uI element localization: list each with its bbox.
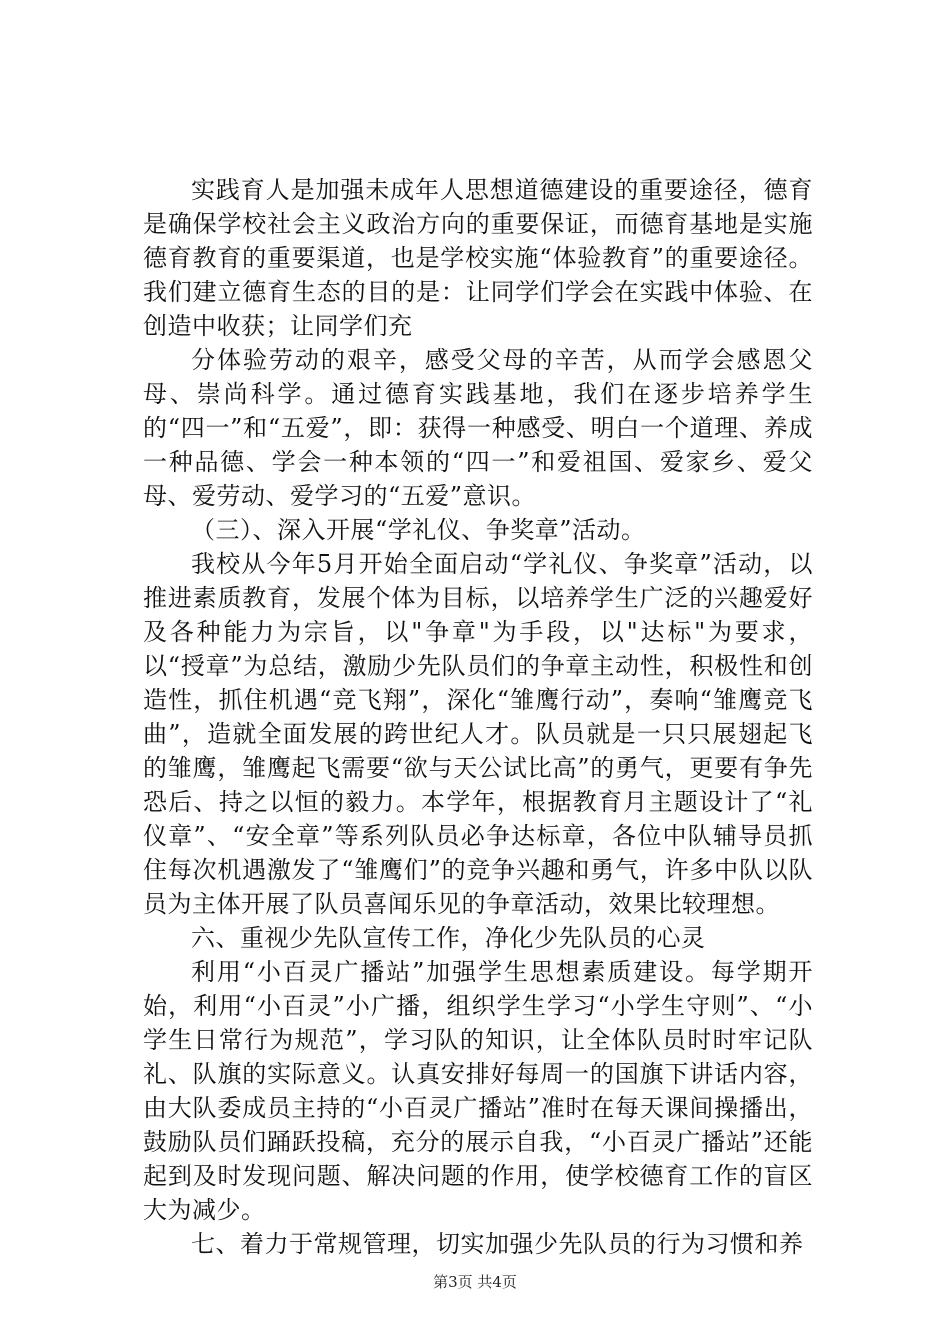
- paragraph-practice-education: 实践育人是加强未成年人思想道德建设的重要途径，德育是确保学校社会主义政治方向的重要保证，而德育基地是实施德育教育的重要渠道，也是学校实施“体验教育”的重要途径。我们建立德育生态的目的是：让同学们学会在实践中体验、在创造中收获；让同学们充: [143, 176, 813, 340]
- heading-section-seven: 七、着力于常规管理，切实加强少先队员的行为习惯和养: [191, 1230, 804, 1258]
- document-body: [143, 173, 813, 1261]
- paragraph-labor-experience: 分体验劳动的艰辛，感受父母的辛苦，从而学会感恩父母、崇尚科学。通过德育实践基地，我们在逐步培养学生的“四一”和“五爱”，即：获得一种感受、明白一个道理、养成一种品德、学会一种本领的“四一”和爱祖国、爱家乡、爱父母、爱劳动、爱学习的“五爱”意识。: [143, 346, 813, 510]
- page-number-footer: 第3页 共4页: [433, 1273, 517, 1291]
- heading-section-six: 六、重视少先队宣传工作，净化少先队员的心灵: [191, 924, 706, 952]
- paragraph-broadcast-station: 利用“小百灵广播站”加强学生思想素质建设。每学期开始，利用“小百灵”小广播，组织学生学习“小学生守则”、“小学生日常行为规范”，学习队的知识，让全体队员时时牢记队礼、队旗的实际意义。认真安排好每周一的国旗下讲话内容，由大队委成员主持的“小百灵广播站”准时在每天课间操播出，鼓励队员们踊跃投稿，充分的展示自我，“小百灵广播站”还能起到及时发现问题、解决问题的作用，使学校德育工作的盲区大为减少。: [143, 958, 813, 1224]
- paragraph-badge-activity: 我校从今年5月开始全面启动“学礼仪、争奖章”活动，以推进素质教育，发展个体为目标，以培养学生广泛的兴趣爱好及各种能力为宗旨，以"争章"为手段，以"达标"为要求，以“授章”为总结，激励少先队员们的争章主动性，积极性和创造性，抓住机遇“竞飞翔”，深化“雏鹰行动”，奏响“雏鹰竞飞曲”，造就全面发展的跨世纪人才。队员就是一只只展翅起飞的雏鹰，雏鹰起飞需要“欲与天公试比高”的勇气，更要有争先恐后、持之以恒的毅力。本学年，根据教育月主题设计了“礼仪章”、“安全章”等系列队员必争达标章，各位中队辅导员抓住每次机遇激发了“雏鹰们”的竞争兴趣和勇气，许多中队以队员为主体开展了队员喜闻乐见的争章活动，效果比较理想。: [143, 550, 813, 918]
- heading-section-three: （三）、深入开展“学礼仪、争奖章”活动。: [191, 516, 646, 544]
